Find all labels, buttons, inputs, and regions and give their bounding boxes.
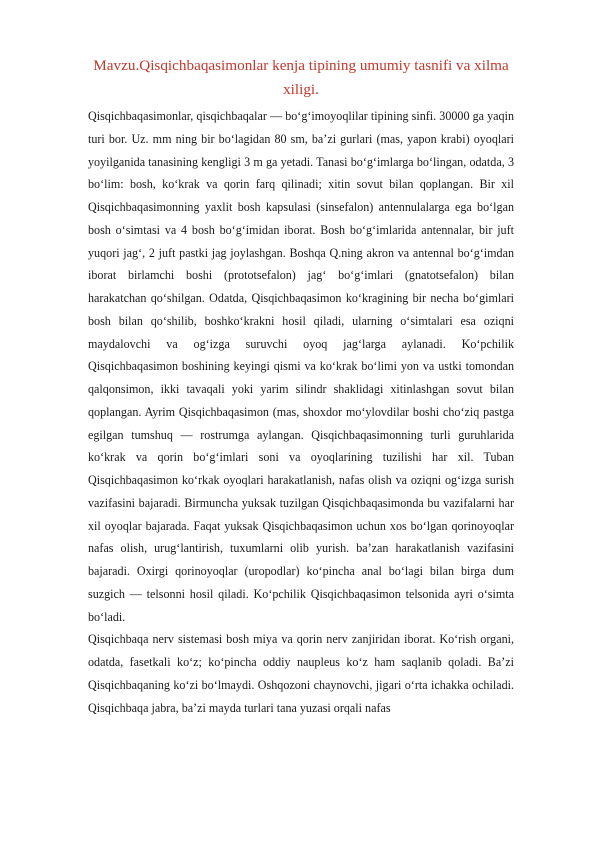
document-title: Mavzu.Qisqichbaqasimonlar kenja tipining umumiy tasnifi va xilma xiligi.: [93, 57, 509, 98]
paragraph-1: Qisqichbaqasimonlar, qisqichbaqalar — bo‘g‘imoyoqlilar tipining sinfi. 30000 ga yaqin turi bor. Uz. mm ning bir bo‘lagidan 80 sm, ba’zi gurlari (mas, yapon krabi) oyoqlari yoyilganida tanasining kengligi 3 m ga yetadi. Tanasi bo‘g‘imlarga bo‘lingan, odatda, 3 bo‘lim: bosh, ko‘krak va qorin farq qilinadi; xitin sovut bilan qoplangan. Bir xil Qisqichbaqasimonning yaxlit bosh kapsulasi (sinsefalon) antennulalarga ega bo‘lgan bosh o‘simtasi va 4 bosh bo‘g‘imidan iborat. Bosh bo‘g‘imlarida antennalar, bir juft yuqori jag‘, 2 juft pastki jag joylashgan. Boshqa Q.ning akron va antennal bo‘g‘imdan iborat birlamchi boshi (prototsefalon) jag‘ bo‘g‘imlari (gnatotsefalon) bilan harakatchan qo‘shilgan. Odatda, Qisqichbaqasimon ko‘kragining bir necha bo‘gimlari bosh bilan qo‘shilib, boshko‘krakni hosil qiladi, ularning o‘simtalari esa oziqni maydalovchi va og‘izga suruvchi oyoq jag‘larga aylanadi. Ko‘pchilik Qisqichbaqasimon boshining keyingi qismi va ko‘krak bo‘limi yon va ustki tomondan qalqonsimon, ikki tavaqali yoki yarim silindr shaklidagi xitinlashgan sovut bilan qoplangan. Ayrim Qisqichbaqasimon (mas, shoxdor mo‘ylovdilar boshi cho‘ziq pastga egilgan tumshuq — rostrumga aylangan. Qisqichbaqasimonning turli guruhlarida ko‘krak va qorin bo‘g‘imlari soni va oyoqlarining tuzilishi har xil. Tuban Qisqichbaqasimon ko‘rkak oyoqlari harakatlanish, nafas olish va oziqni og‘izga surish vazifasini bajaradi. Birmuncha yuksak tuzilgan Qisqichbaqasimonda bu vazifalarni har xil oyoqlar bajarada. Faqat yuksak Qisqichbaqasimon uchun xos bo‘lgan qorinoyoqlar nafas olish, urug‘lantirish, tuxumlarni olib yurish. ba’zan harakatlanish vazifasini bajaradi. Oxirgi qorinoyoqlar (uropodlar) ko‘pincha anal bo‘lagi bilan birga dum suzgich — telsonni hosil qiladi. Ko‘pchilik Qisqichbaqasimon telsonida ayri o‘simta bo‘ladi.: [88, 109, 514, 624]
paragraph-2: Qisqichbaqa nerv sistemasi bosh miya va qorin nerv zanjiridan iborat. Ko‘rish organi, odatda, fasetkali ko‘z; ko‘pincha oddiy naupleus ko‘z ham saqlanib qoladi. Ba’zi Qisqichbaqaning ko‘zi bo‘lmaydi. Oshqozoni chaynovchi, jigari o‘rta ichakka ochiladi. Qisqichbaqa jabra, ba’zi mayda turlari tana yuzasi orqali nafas: [88, 632, 514, 715]
document-page: [88, 54, 514, 719]
